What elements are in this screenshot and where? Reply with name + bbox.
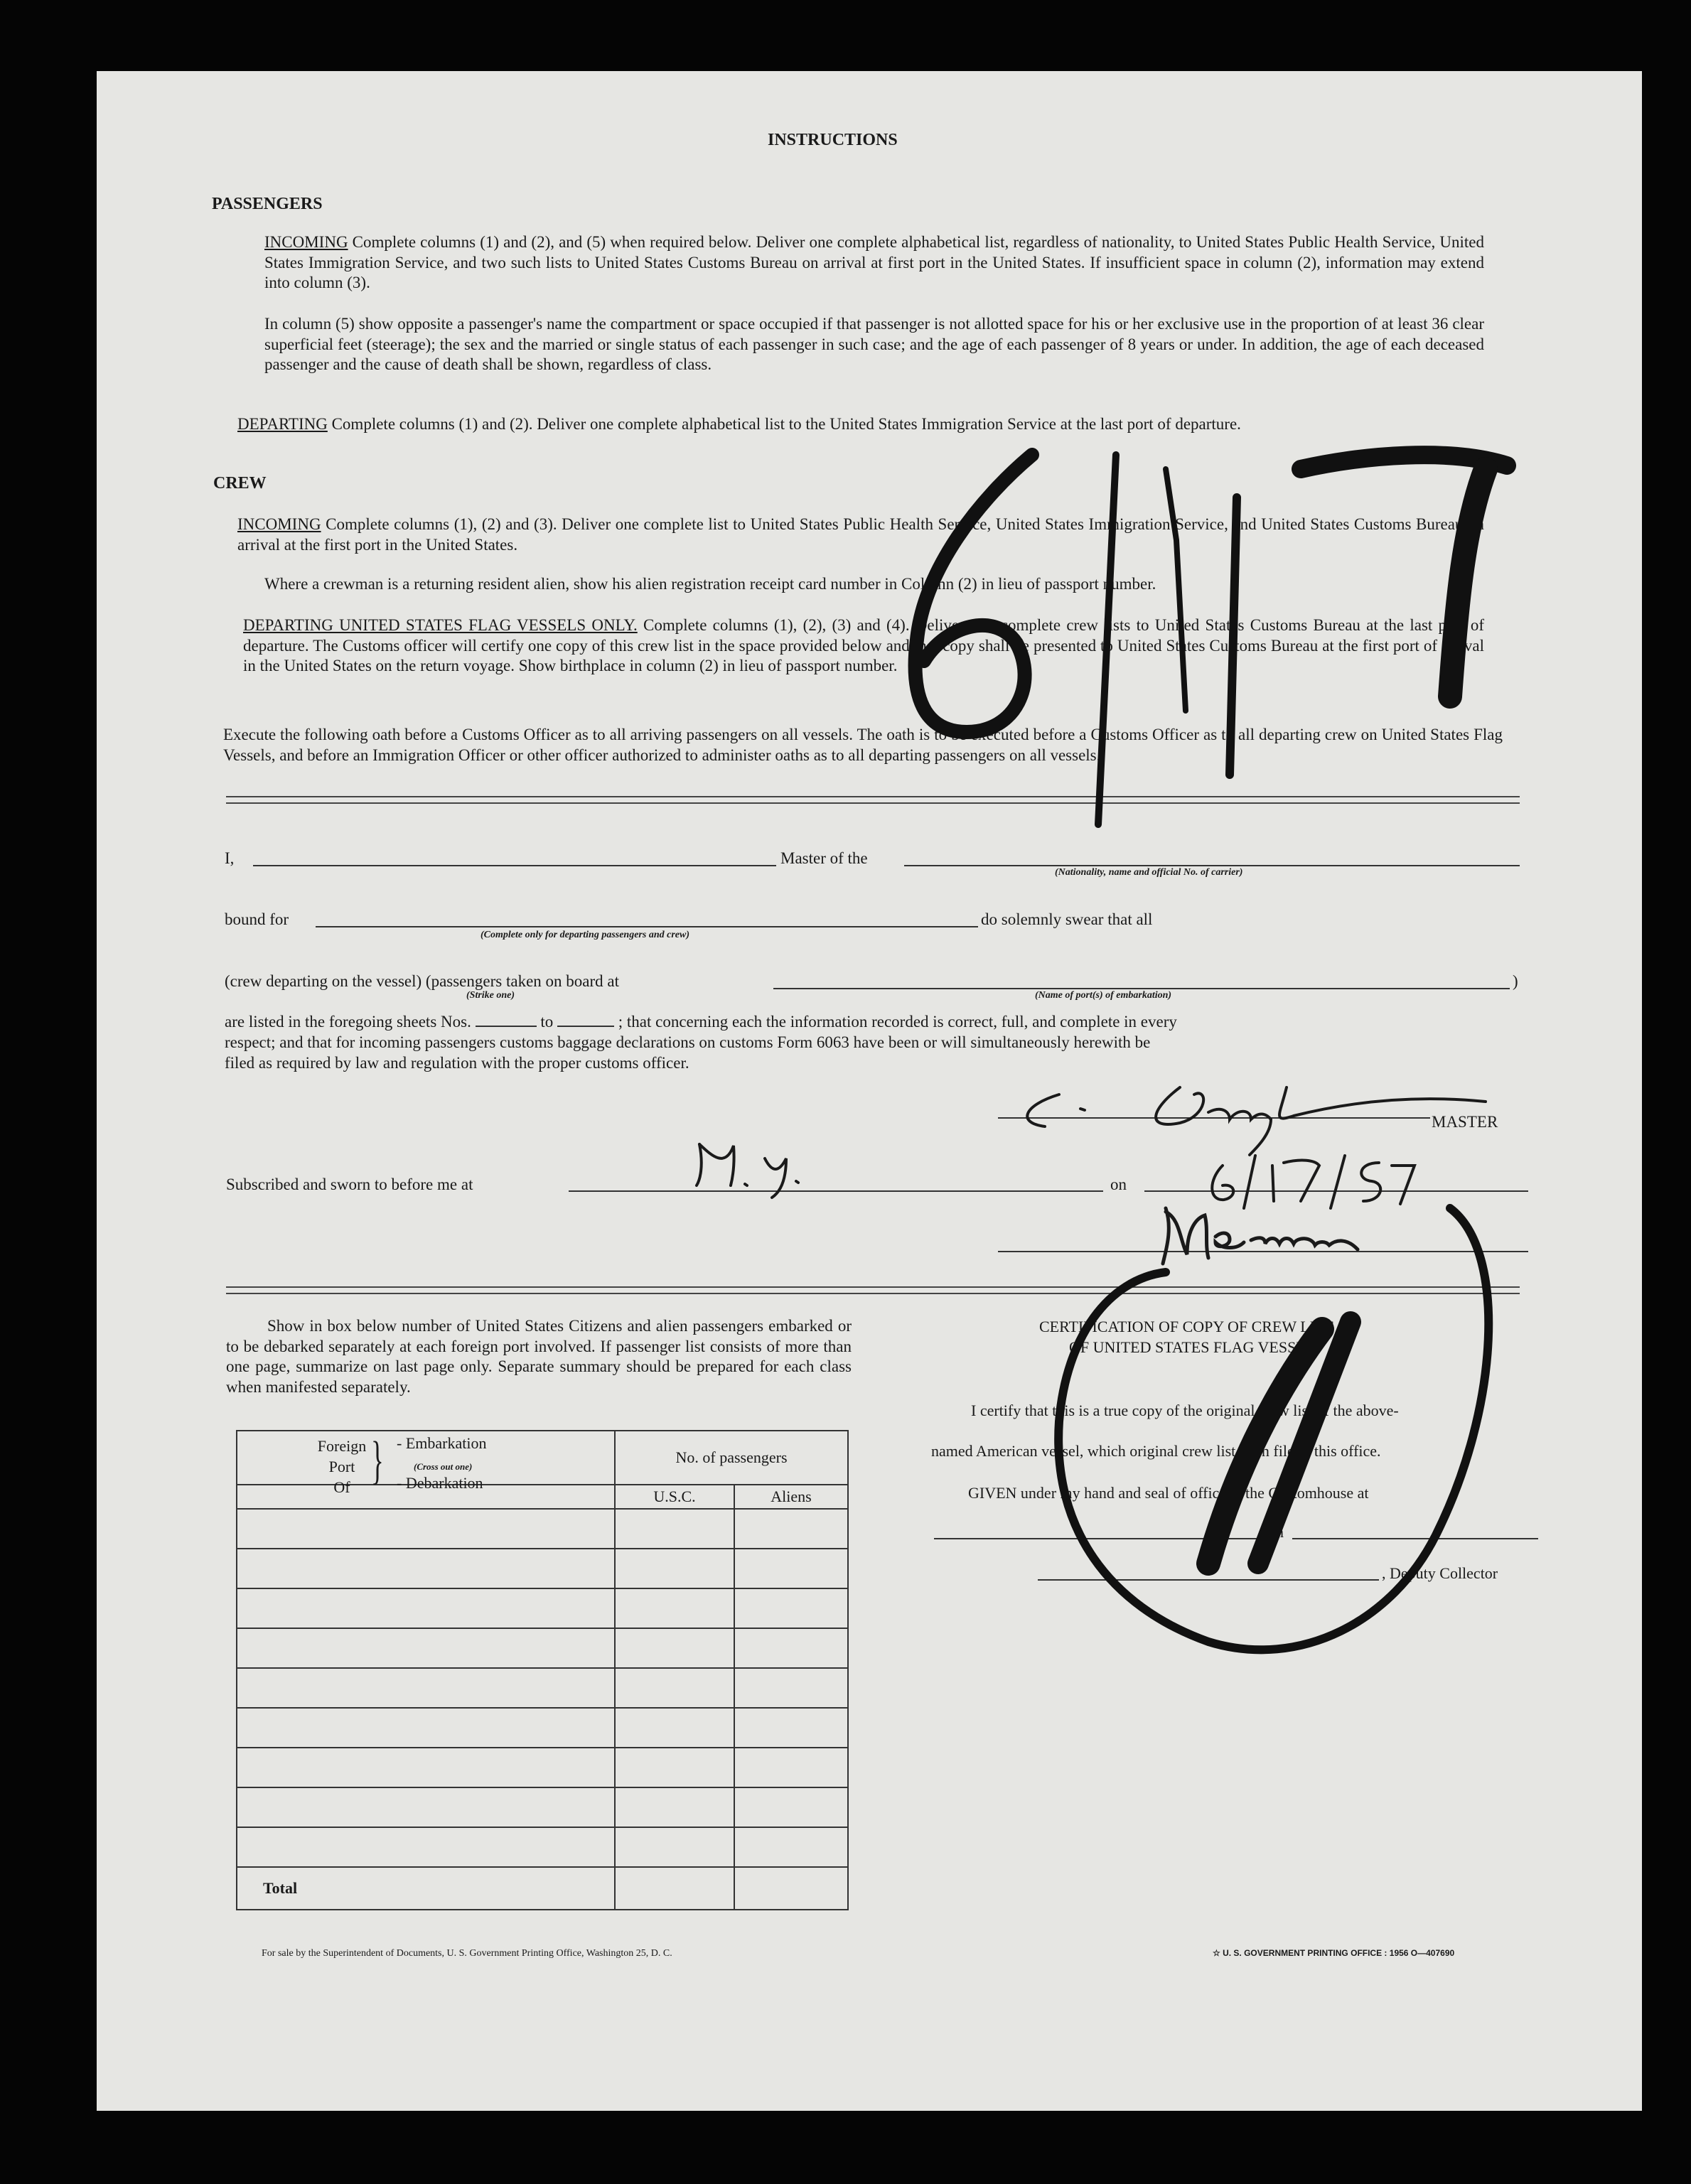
certification-line-1: I certify that this is a true copy of the original crew list of the above- bbox=[971, 1402, 1399, 1419]
table-row[interactable] bbox=[237, 1827, 848, 1867]
table-row[interactable] bbox=[237, 1588, 848, 1628]
oath-crew-departing: (crew departing on the vessel) (passengers taken on board at bbox=[225, 972, 619, 990]
crew-departing-label: DEPARTING UNITED STATES FLAG VESSELS ONLY. bbox=[243, 616, 638, 634]
table-row[interactable] bbox=[237, 1509, 848, 1549]
divider-top bbox=[226, 796, 1520, 804]
oath-intro-paragraph: Execute the following oath before a Customs Officer as to all arriving passengers on all vessels. The oath is to be executed before a Customs Officer as to all departing crew on United States Flag Vessels, and before an Immigration Officer or other officer authorized to administer oaths as to all departing passengers on all vessels. bbox=[223, 726, 1503, 764]
divider-bottom bbox=[226, 1286, 1520, 1294]
deputy-collector-field[interactable] bbox=[1038, 1579, 1379, 1581]
certification-line-3: GIVEN under my hand and seal of office at the Customhouse at bbox=[968, 1484, 1369, 1502]
certification-date-field[interactable] bbox=[1292, 1538, 1538, 1539]
bound-for-field[interactable] bbox=[316, 926, 978, 927]
crew-departing-text: Complete columns (1), (2), (3) and (4). Deliver two complete crew lists to United States Customs Bureau at the last port of departure. The Customs officer will certify one copy of this crew list in the space provided below and that copy shall be presented to United States Customs Bureau at the first port of arrival in the United States on the return voyage. Show birthplace in column (2) in lieu of passport number. bbox=[243, 616, 1484, 674]
oath-master-of: Master of the bbox=[780, 849, 868, 867]
certification-line-2: named American vessel, which original crew list is on file in this office. bbox=[931, 1442, 1381, 1460]
passengers-column5-paragraph: In column (5) show opposite a passenger's name the compartment or space occupied if that passenger is not allotted space for his or her exclusive use in the proportion of at least 36 clear superficial feet (steerage); the sex and the married or single status of each passenger in such case; and the age of each passenger of 8 years or under. In addition, the age of each deceased passenger and the cause of death shall be shown, regardless of class. bbox=[264, 315, 1484, 373]
officer-signature-field[interactable] bbox=[998, 1251, 1528, 1252]
oath-listed-4: filed as required by law and regulation with the proper customs officer. bbox=[225, 1054, 689, 1072]
bound-caption: (Complete only for departing passengers and crew) bbox=[481, 930, 689, 940]
passengers-incoming-label: INCOMING bbox=[264, 233, 348, 251]
footer-left: For sale by the Superintendent of Documents, U. S. Government Printing Office, Washington 25, D. C. bbox=[262, 1948, 672, 1959]
embarkation-port-field[interactable] bbox=[773, 988, 1510, 989]
oath-listed-1: are listed in the foregoing sheets Nos. bbox=[225, 1013, 471, 1031]
no-of-passengers-header bbox=[615, 1431, 848, 1485]
port-label: Port bbox=[328, 1458, 355, 1475]
strike-one-caption: (Strike one) bbox=[466, 990, 515, 1001]
port-caption: (Name of port(s) of embarkation) bbox=[1035, 990, 1172, 1001]
aliens-header bbox=[734, 1485, 848, 1509]
deputy-collector-label: , Deputy Collector bbox=[1382, 1564, 1498, 1582]
usc-header bbox=[615, 1485, 734, 1509]
cross-out-caption: (Cross out one) bbox=[414, 1461, 473, 1472]
total-row[interactable] bbox=[237, 1867, 848, 1910]
crew-heading: CREW bbox=[213, 474, 267, 493]
passengers-incoming-text: Complete columns (1) and (2), and (5) when required below. Deliver one complete alphabetical list, regardless of nationality, to United States Public Health Service, United States Immigration Service, and two such lists to United States Customs Bureau on arrival at first port in the United States. If insufficient space in column (2), information may extend into column (3). bbox=[264, 233, 1484, 291]
oath-listed-3: respect; and that for incoming passengers customs baggage declarations on customs Form 6063 have been or will simultaneously herewith be bbox=[225, 1033, 1151, 1051]
master-name-field[interactable] bbox=[253, 865, 776, 866]
table-row[interactable] bbox=[237, 1549, 848, 1588]
of-label: Of bbox=[333, 1478, 350, 1496]
table-row[interactable] bbox=[237, 1628, 848, 1668]
oath-i-label: I, bbox=[225, 849, 235, 867]
passengers-departing-label: DEPARTING bbox=[237, 415, 328, 433]
master-label: MASTER bbox=[1432, 1113, 1498, 1131]
crew-departing-paragraph bbox=[243, 615, 1484, 677]
footer-right: ☆ U. S. GOVERNMENT PRINTING OFFICE : 1956 O—407690 bbox=[1213, 1948, 1455, 1958]
oath-listed-line-1 bbox=[225, 1011, 1504, 1032]
certification-title-2: OF UNITED STATES FLAG VESSEL bbox=[1069, 1338, 1316, 1356]
oath-listed-2: ; that concerning each the information recorded is correct, full, and complete in every bbox=[618, 1013, 1177, 1031]
crew-incoming-label: INCOMING bbox=[237, 515, 321, 533]
total-label: Total bbox=[263, 1879, 298, 1897]
sworn-date-field[interactable] bbox=[1144, 1190, 1528, 1192]
carrier-field[interactable] bbox=[904, 865, 1520, 866]
crew-incoming-text: Complete columns (1), (2) and (3). Deliver one complete list to United States Public Health Service, United States Immigration Service, and United States Customs Bureau on arrival at the first port in the United States. bbox=[237, 515, 1485, 554]
passenger-summary-table bbox=[236, 1430, 849, 1910]
customhouse-field[interactable] bbox=[934, 1538, 1262, 1539]
page-title: INSTRUCTIONS bbox=[768, 131, 898, 149]
subscribed-on-label: on bbox=[1110, 1176, 1127, 1193]
certification-title-1: CERTIFICATION OF COPY OF CREW LIST bbox=[1039, 1318, 1333, 1335]
aliens-label: Aliens bbox=[771, 1488, 812, 1505]
oath-swear: do solemnly swear that all bbox=[981, 910, 1153, 928]
carrier-caption: (Nationality, name and official No. of carrier) bbox=[1055, 867, 1243, 878]
certification-on-label: on bbox=[1268, 1523, 1284, 1541]
port-header-cell bbox=[237, 1431, 615, 1496]
sheet-to-field[interactable] bbox=[557, 1026, 614, 1027]
table-row[interactable] bbox=[237, 1787, 848, 1827]
master-signature-field[interactable] bbox=[998, 1117, 1430, 1119]
table-row[interactable] bbox=[237, 1668, 848, 1708]
embarkation-label[interactable]: - Embarkation bbox=[397, 1434, 487, 1452]
sworn-place-field[interactable] bbox=[569, 1190, 1103, 1192]
crew-incoming-paragraph bbox=[237, 515, 1484, 555]
passengers-heading: PASSENGERS bbox=[212, 195, 323, 213]
passengers-departing-text: Complete columns (1) and (2). Deliver one complete alphabetical list to the United States Immigration Service at the last port of departure. bbox=[331, 415, 1241, 433]
oath-close-paren: ) bbox=[1513, 972, 1518, 990]
brace-icon: } bbox=[371, 1431, 384, 1490]
subscribed-label: Subscribed and sworn to before me at bbox=[226, 1176, 473, 1193]
usc-label: U.S.C. bbox=[653, 1488, 696, 1505]
summary-note: Show in box below number of United States Citizens and alien passengers embarked or to be debarked separately at each foreign port involved. If passenger list consists of more than one page, summarize on last page only. Separate summary should be prepared for each class when manifested separately. bbox=[226, 1317, 852, 1396]
no-of-passengers-label: No. of passengers bbox=[675, 1448, 788, 1466]
crew-resident-paragraph: Where a crewman is a returning resident alien, show his alien registration receipt card number in Column (2) in lieu of passport number. bbox=[264, 575, 1156, 593]
foreign-label: Foreign bbox=[317, 1437, 367, 1455]
oath-listed-to: to bbox=[540, 1013, 554, 1031]
table-row[interactable] bbox=[237, 1748, 848, 1787]
passengers-incoming-paragraph bbox=[264, 232, 1484, 294]
oath-bound-for: bound for bbox=[225, 910, 289, 928]
table-row[interactable] bbox=[237, 1708, 848, 1748]
sheet-from-field[interactable] bbox=[476, 1026, 537, 1027]
passengers-departing-paragraph bbox=[237, 414, 1484, 435]
debarkation-label[interactable]: - Debarkation bbox=[397, 1474, 483, 1492]
